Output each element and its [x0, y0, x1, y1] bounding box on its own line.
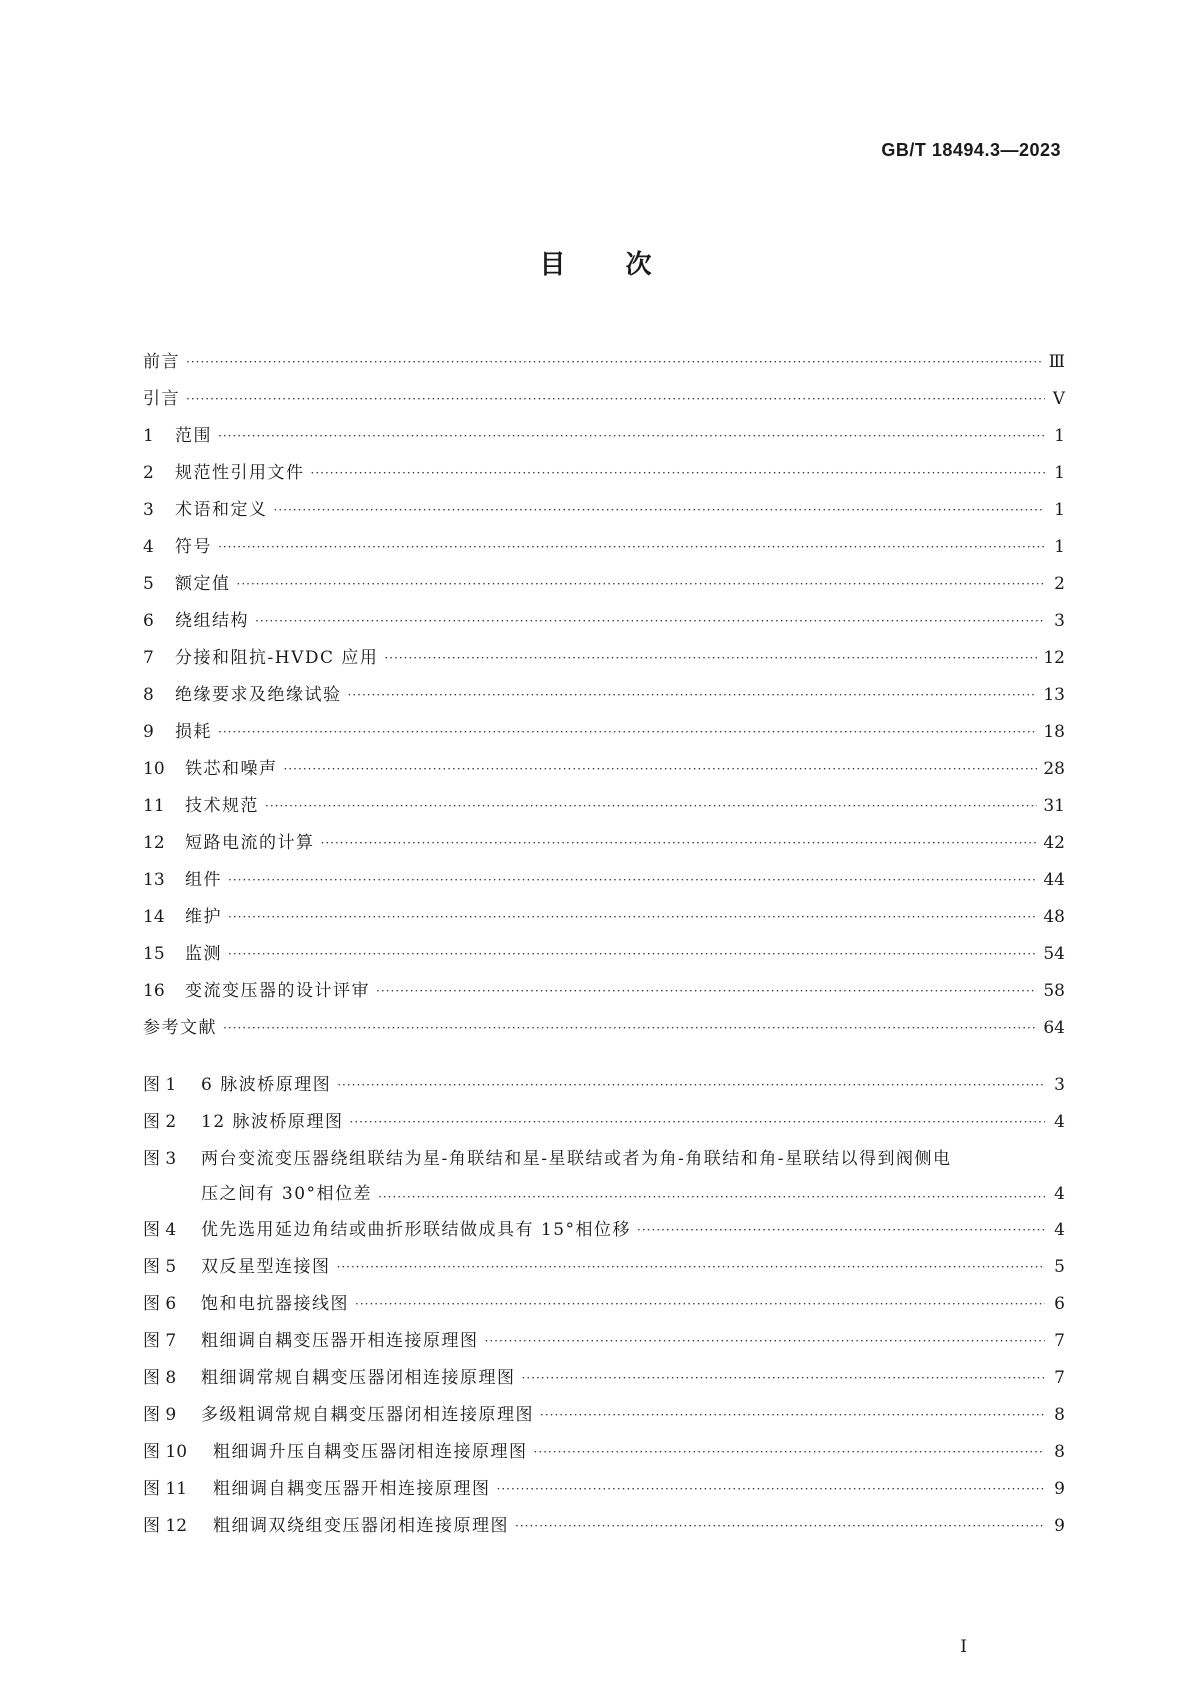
leader-dots	[540, 1404, 1045, 1426]
toc-label: 额定值	[175, 574, 231, 594]
toc-entry-7[interactable]	[143, 632, 1065, 669]
toc-page: 42	[1043, 833, 1065, 853]
figure-label: 12 脉波桥原理图	[201, 1112, 344, 1132]
toc-page: 28	[1043, 759, 1065, 779]
toc-label: 技术规范	[185, 796, 259, 816]
figure-label: 粗细调自耦变压器开相连接原理图	[213, 1479, 491, 1499]
toc-page: Ⅴ	[1052, 389, 1065, 409]
figure-page: 4	[1054, 1184, 1065, 1204]
leader-dots	[237, 573, 1046, 595]
toc-entry-4[interactable]	[143, 521, 1065, 558]
toc-page: 1	[1054, 500, 1065, 520]
figure-entry-1[interactable]	[143, 1059, 1065, 1096]
figure-entry-8[interactable]	[143, 1352, 1065, 1389]
toc-page: 31	[1043, 796, 1065, 816]
leader-dots	[321, 832, 1038, 854]
toc-number: 10	[143, 759, 165, 779]
toc-number: 5	[143, 574, 154, 594]
toc-page: 2	[1054, 574, 1065, 594]
toc-label: 绝缘要求及绝缘试验	[175, 685, 342, 705]
toc-label: 分接和阻抗-HVDC 应用	[175, 648, 379, 668]
leader-dots	[186, 388, 1045, 410]
figure-entry-3[interactable]	[143, 1133, 1065, 1170]
toc-entry-13[interactable]	[143, 854, 1065, 891]
toc-entry-2[interactable]	[143, 447, 1065, 484]
toc-label: 引言	[143, 389, 180, 409]
toc-entry-6[interactable]	[143, 595, 1065, 632]
figure-number: 图 7	[143, 1331, 177, 1351]
toc-label: 变流变压器的设计评审	[185, 981, 370, 1001]
toc-number: 6	[143, 611, 154, 631]
toc-page: Ⅲ	[1048, 352, 1065, 372]
page-number: Ⅰ	[960, 1637, 967, 1657]
toc-label: 铁芯和噪声	[185, 759, 278, 779]
leader-dots	[186, 351, 1043, 373]
figure-page: 3	[1054, 1075, 1065, 1095]
figure-page: 8	[1054, 1405, 1065, 1425]
leader-dots	[350, 1111, 1045, 1133]
toc-number: 11	[143, 796, 165, 816]
toc-label: 前言	[143, 352, 180, 372]
figure-page: 8	[1054, 1442, 1065, 1462]
figure-entry-2[interactable]	[143, 1096, 1065, 1133]
figure-page: 6	[1054, 1294, 1065, 1314]
leader-dots	[311, 462, 1046, 484]
figure-entry-5[interactable]	[143, 1241, 1065, 1278]
leader-dots	[497, 1478, 1046, 1500]
toc-label: 范围	[175, 426, 212, 446]
toc-number: 2	[143, 463, 154, 483]
figure-entry-9[interactable]	[143, 1389, 1065, 1426]
toc-entry-15[interactable]	[143, 928, 1065, 965]
leader-dots	[223, 1017, 1037, 1039]
figure-number: 图 4	[143, 1220, 177, 1240]
toc-page: 3	[1054, 611, 1065, 631]
toc-number: 13	[143, 870, 165, 890]
toc-label: 损耗	[175, 722, 212, 742]
leader-dots	[228, 906, 1037, 928]
leader-dots	[218, 425, 1045, 447]
figure-entry-11[interactable]	[143, 1463, 1065, 1500]
toc-entry-11[interactable]	[143, 780, 1065, 817]
toc-page: 1	[1054, 537, 1065, 557]
figure-entry-12[interactable]	[143, 1500, 1065, 1537]
toc-page: 18	[1043, 722, 1065, 742]
figure-entry-10[interactable]	[143, 1426, 1065, 1463]
toc-label: 短路电流的计算	[185, 833, 315, 853]
toc-page: 58	[1043, 981, 1065, 1001]
figure-number: 图 5	[143, 1257, 177, 1277]
leader-dots	[337, 1256, 1046, 1278]
leader-dots	[348, 684, 1038, 706]
page-title: 目次	[539, 250, 712, 280]
table-of-contents	[143, 336, 1065, 1039]
toc-entry-5[interactable]	[143, 558, 1065, 595]
leader-dots	[485, 1330, 1046, 1352]
leader-dots	[522, 1367, 1046, 1389]
toc-entry-introduction[interactable]	[143, 373, 1065, 410]
toc-page: 48	[1043, 907, 1065, 927]
leader-dots	[534, 1441, 1046, 1463]
toc-page: 44	[1043, 870, 1065, 890]
toc-entry-foreword[interactable]	[143, 336, 1065, 373]
figure-label: 多级粗调常规自耦变压器闭相连接原理图	[201, 1405, 534, 1425]
standard-number: GB/T 18494.3—2023	[881, 140, 1061, 160]
figure-label: 粗细调常规自耦变压器闭相连接原理图	[201, 1368, 516, 1388]
figure-page: 7	[1054, 1331, 1065, 1351]
toc-entry-1[interactable]	[143, 410, 1065, 447]
figure-page: 7	[1054, 1368, 1065, 1388]
toc-page: 64	[1043, 1018, 1065, 1038]
figure-label: 粗细调升压自耦变压器闭相连接原理图	[213, 1442, 528, 1462]
figure-number: 图 12	[143, 1516, 188, 1536]
leader-dots	[274, 499, 1046, 521]
figure-entry-3-continuation[interactable]	[143, 1170, 1065, 1204]
toc-number: 3	[143, 500, 154, 520]
leader-dots	[228, 943, 1037, 965]
toc-number: 1	[143, 426, 154, 446]
toc-label: 绕组结构	[175, 611, 249, 631]
figure-number: 图 11	[143, 1479, 188, 1499]
leader-dots	[355, 1293, 1045, 1315]
figure-page: 9	[1054, 1479, 1065, 1499]
figure-label: 双反星型连接图	[201, 1257, 331, 1277]
figure-entry-7[interactable]	[143, 1315, 1065, 1352]
figure-label: 粗细调双绕组变压器闭相连接原理图	[213, 1516, 509, 1536]
figure-number: 图 10	[143, 1442, 188, 1462]
toc-number: 4	[143, 537, 154, 557]
leader-dots	[218, 536, 1045, 558]
toc-entry-14[interactable]	[143, 891, 1065, 928]
leader-dots	[228, 869, 1037, 891]
figure-number: 图 3	[143, 1149, 177, 1169]
toc-label: 组件	[185, 870, 222, 890]
toc-entry-10[interactable]	[143, 743, 1065, 780]
figure-label: 饱和电抗器接线图	[201, 1294, 349, 1314]
leader-dots	[637, 1219, 1045, 1241]
leader-dots	[378, 1190, 1045, 1204]
toc-number: 14	[143, 907, 165, 927]
figure-number: 图 2	[143, 1112, 177, 1132]
toc-label: 监测	[185, 944, 222, 964]
figure-page: 4	[1054, 1112, 1065, 1132]
figure-label: 6 脉波桥原理图	[201, 1075, 332, 1095]
figure-page: 9	[1054, 1516, 1065, 1536]
toc-number: 9	[143, 722, 154, 742]
toc-entry-9[interactable]	[143, 706, 1065, 743]
figure-number: 图 9	[143, 1405, 177, 1425]
toc-page: 12	[1043, 648, 1065, 668]
toc-page: 1	[1054, 463, 1065, 483]
leader-dots	[337, 1074, 1045, 1096]
toc-page: 13	[1043, 685, 1065, 705]
toc-entry-12[interactable]	[143, 817, 1065, 854]
figure-label-continued: 压之间有 30°相位差	[201, 1184, 373, 1204]
toc-label: 维护	[185, 907, 222, 927]
toc-number: 7	[143, 648, 154, 668]
toc-entry-3[interactable]	[143, 484, 1065, 521]
leader-dots	[218, 721, 1037, 743]
figure-number: 图 8	[143, 1368, 177, 1388]
figure-label: 优先选用延边角结或曲折形联结做成具有 15°相位移	[201, 1220, 632, 1240]
toc-number: 16	[143, 981, 165, 1001]
figure-entry-6[interactable]	[143, 1278, 1065, 1315]
toc-entry-8[interactable]	[143, 669, 1065, 706]
figure-label: 粗细调自耦变压器开相连接原理图	[201, 1331, 479, 1351]
figure-page: 4	[1054, 1220, 1065, 1240]
figure-label: 两台变流变压器绕组联结为星-角联结和星-星联结或者为角-角联结和角-星联结以得到阀侧电	[201, 1149, 952, 1169]
figure-entry-4[interactable]	[143, 1204, 1065, 1241]
leader-dots	[384, 647, 1037, 669]
toc-page: 54	[1043, 944, 1065, 964]
toc-entry-bibliography[interactable]	[143, 1002, 1065, 1039]
toc-label: 术语和定义	[175, 500, 268, 520]
leader-dots	[255, 610, 1045, 632]
leader-dots	[284, 758, 1038, 780]
toc-number: 12	[143, 833, 165, 853]
toc-label: 规范性引用文件	[175, 463, 305, 483]
toc-page: 1	[1054, 426, 1065, 446]
toc-label: 符号	[175, 537, 212, 557]
leader-dots	[265, 795, 1037, 817]
toc-entry-16[interactable]	[143, 965, 1065, 1002]
toc-label: 参考文献	[143, 1018, 217, 1038]
figure-number: 图 1	[143, 1075, 177, 1095]
leader-dots	[515, 1515, 1045, 1537]
toc-number: 8	[143, 685, 154, 705]
figure-page: 5	[1054, 1257, 1065, 1277]
list-of-figures	[143, 1059, 1065, 1537]
leader-dots	[376, 980, 1037, 1002]
toc-number: 15	[143, 944, 165, 964]
figure-number: 图 6	[143, 1294, 177, 1314]
